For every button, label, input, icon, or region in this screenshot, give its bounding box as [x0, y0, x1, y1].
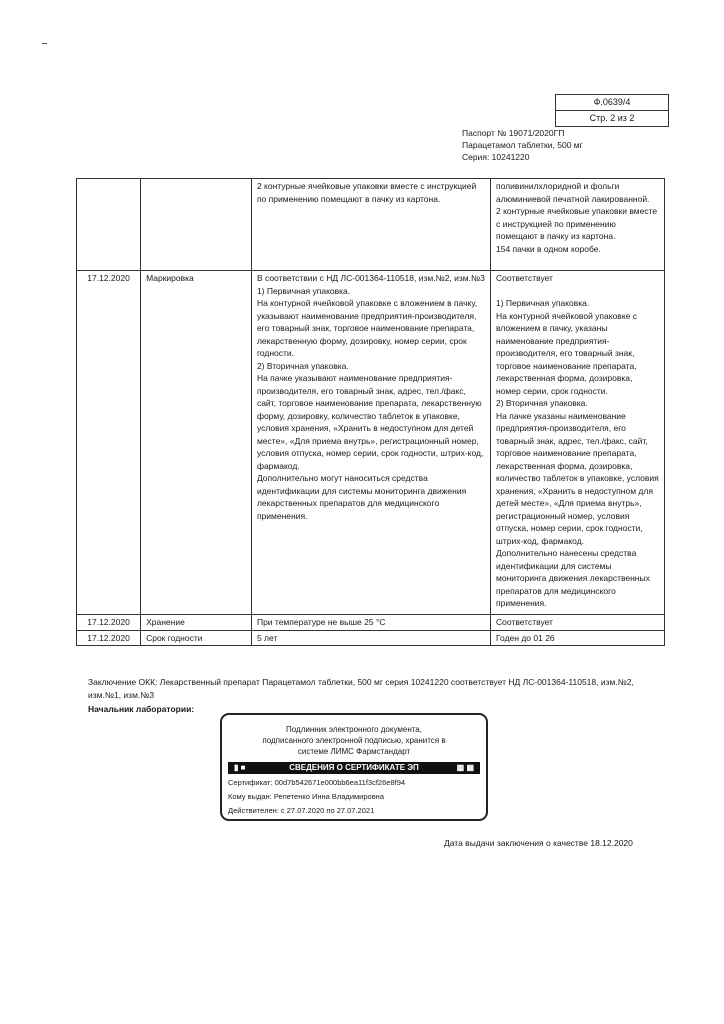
result-paragraph: поливинилхлоридной и фольги алюминиевой печатной лакированной.	[496, 181, 650, 204]
stamp-line-2: подписанного электронной подписью, хранится в	[262, 736, 446, 745]
requirement-cell	[251, 630, 490, 646]
test-results-table	[76, 178, 665, 646]
requirement-paragraph: На контурной ячейковой упаковке с вложением в пачку, указывают наименование предприятия-производителя, его товарный знак, торговое наименование препарата, лекарственную форму, дозировку, номер серии, срок годности.	[256, 298, 478, 358]
certificate-owner: Кому выдан: Репетенко Инна Владимировна	[228, 792, 384, 801]
indicator-cell: Хранение	[141, 615, 252, 631]
result-paragraph: Соответствует	[496, 617, 553, 627]
product-name: Парацетамол таблетки, 500 мг	[462, 140, 583, 150]
result-paragraph: Дополнительно нанесены средства идентификации для системы мониторинга движения лекарственных препаратов для медицинского применения.	[496, 548, 650, 608]
form-code: Ф.0639/4	[556, 95, 668, 111]
page-number: Стр. 2 из 2	[589, 113, 635, 123]
indicator-cell: Срок годности	[141, 630, 252, 646]
date-cell: 17.12.2020	[77, 615, 141, 631]
certificate-icon: ▮ ■	[234, 763, 246, 772]
requirement-paragraph: В соответствии с НД ЛС-001364-110518, изм.№2, изм.№3	[256, 273, 485, 283]
requirement-paragraph: 2) Вторичная упаковка.	[256, 360, 349, 371]
certificate-bar-title: СВЕДЕНИЯ О СЕРТИФИКАТЕ ЭП	[289, 763, 419, 772]
conclusion-text: Заключение ОКК: Лекарственный препарат Парацетамол таблетки, 500 мг серия 10241220 соответствует НД ЛС-001364-110518, изм.№2, изм.№1, изм.№3	[88, 677, 634, 700]
form-code-box	[555, 94, 669, 127]
stamp-line-1: Подлинник электронного документа,	[286, 725, 422, 734]
result-paragraph	[496, 285, 659, 298]
stamp-line-3: системе ЛИМС Фармстандарт	[297, 747, 411, 756]
result-cell	[491, 271, 665, 615]
indicator-cell	[141, 179, 252, 271]
passport-number: Паспорт № 19071/2020ГП	[462, 128, 565, 138]
requirement-cell	[251, 179, 490, 271]
table-row	[77, 179, 665, 271]
requirement-paragraph: 2 контурные ячейковые упаковки вместе с инструкцией по применению помещают в пачку из картона.	[256, 181, 477, 204]
requirement-paragraph: При температуре не выше 25 °С	[256, 617, 386, 627]
certificate-bar	[228, 762, 480, 774]
result-cell	[491, 630, 665, 646]
result-paragraph: Годен до 01 26	[496, 632, 555, 643]
result-paragraph: 2 контурные ячейковые упаковки вместе с инструкцией по применению помещают в пачку из картона.	[496, 206, 658, 241]
result-paragraph: 2) Вторичная упаковка.	[496, 398, 588, 408]
requirement-paragraph: 5 лет	[256, 632, 278, 643]
date-cell	[77, 179, 141, 271]
result-paragraph: На контурной ячейковой упаковке с вложением в пачку, указаны наименование предприятия-производителя, его товарный знак, торговое наименование препарата, лекарственная форма, дозировка, номер серии, срок годности.	[496, 310, 637, 396]
scan-mark	[42, 43, 47, 44]
table-row	[77, 630, 665, 646]
date-cell: 17.12.2020	[77, 271, 141, 615]
result-paragraph: Соответствует	[496, 273, 553, 283]
issue-date: Дата выдачи заключения о качестве 18.12.2020	[444, 838, 633, 848]
lab-head-label: Начальник лаборатории:	[88, 704, 195, 714]
stamp-header	[222, 724, 486, 757]
document-header	[462, 127, 583, 163]
electronic-signature-stamp	[220, 713, 488, 821]
requirement-paragraph: На пачке указывают наименование предприятия-производителя, его товарный знак, адрес, тел./факс, сайт, торговое наименование препарата, лекарственную форму, дозировку, количество таблеток в упаковке, условия хранения, «Хранить в недоступном для детей месте», «Для приема внутрь», регистрационный номер, условия отпуска, номер серии, срок годности, штрих-код, фармакод.	[256, 373, 484, 471]
table-row	[77, 271, 665, 615]
requirement-cell	[251, 271, 490, 615]
certificate-id: Сертификат: 00d7b542671e000bb6ea11f3cf26e8f94	[228, 778, 406, 787]
requirement-paragraph: Дополнительно могут наноситься средства идентификации для системы мониторинга движения лекарственных препаратов для медицинского применения.	[256, 473, 467, 521]
result-cell	[491, 615, 665, 631]
series-number: Серия: 10241220	[462, 152, 530, 162]
result-cell	[491, 179, 665, 271]
requirement-paragraph: 1) Первичная упаковка.	[256, 285, 351, 296]
date-cell: 17.12.2020	[77, 630, 141, 646]
table-row	[77, 615, 665, 631]
result-paragraph: 1) Первичная упаковка.	[496, 298, 590, 308]
result-paragraph: 154 пачки в одном коробе.	[496, 243, 601, 254]
indicator-cell: Маркировка	[141, 271, 252, 615]
certificate-validity: Действителен: с 27.07.2020 по 27.07.2021	[228, 806, 375, 815]
chip-icon: ▩ ▦	[456, 763, 474, 772]
result-paragraph: На пачке указаны наименование предприятия-производителя, его товарный знак, адрес, тел./факс, сайт, торговое наименование препарата, лекарственная форма, дозировка, количество таблеток в упаковке, условия хранения, «Хранить в недоступном для детей месте», «Для приема внутрь», регистрационный номер, условия отпуска, номер серии, срок годности, штрих-код, фармакод.	[496, 410, 659, 546]
requirement-cell	[251, 615, 490, 631]
